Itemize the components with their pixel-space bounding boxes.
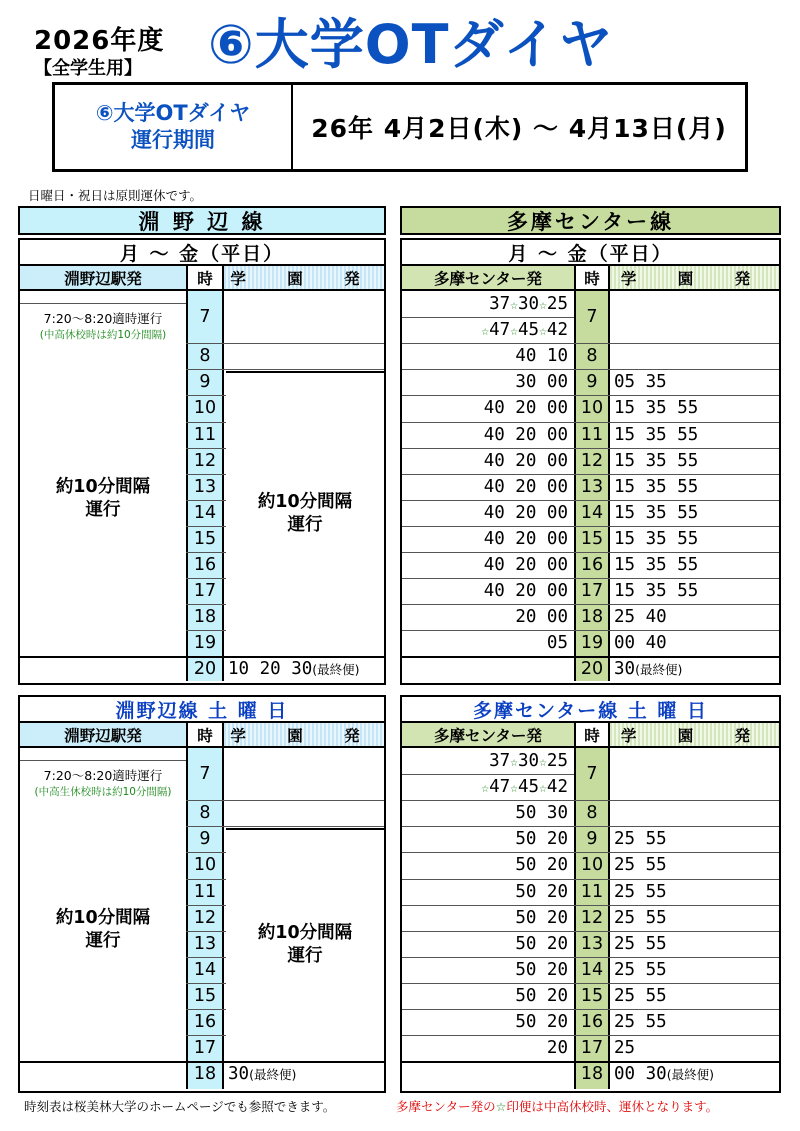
- saturday-fuchinobe-table: [18, 695, 386, 1093]
- hour-cell: 7: [199, 764, 211, 785]
- holiday-note: 日曜日・祝日は原則運休です。: [28, 188, 203, 203]
- footer-note-website: 時刻表は桜美林大学のホームページでも参照できます。: [24, 1099, 336, 1114]
- campus-departure-times: 15 35 55: [614, 555, 699, 576]
- campus-departure-times: 25 55: [614, 985, 667, 1006]
- hour-cell: 12: [193, 907, 217, 928]
- departure-times: [402, 656, 574, 682]
- table-row: [402, 578, 779, 604]
- campus-departure-times: [224, 800, 384, 826]
- table-row: [20, 1061, 384, 1087]
- last-bus-note: (最終便): [666, 1067, 714, 1083]
- table-row: [402, 983, 779, 1009]
- hour-cell: 8: [586, 803, 598, 824]
- hour-cell: 10: [580, 398, 604, 419]
- last-bus-note: (最終便): [312, 662, 360, 678]
- saturday-tama-grid: [402, 748, 779, 1089]
- campus-departure-times: 25 55: [614, 907, 667, 928]
- hour-cell: 14: [193, 502, 217, 523]
- departure-times: 50 20: [515, 959, 568, 980]
- table-row: [20, 656, 384, 682]
- hour-cell: 14: [193, 959, 217, 980]
- hour-cell: 16: [580, 555, 604, 576]
- col-header-campus: 学 園 発: [610, 266, 779, 289]
- academic-year: 2026年度: [34, 26, 165, 56]
- campus-departure-times: 15 35 55: [614, 581, 699, 602]
- table-row: [402, 604, 779, 630]
- table-row: [402, 800, 779, 826]
- departure-times-line2: ☆47☆45☆42: [481, 777, 568, 798]
- campus-departure-times: 25 40: [614, 607, 667, 628]
- departure-interval-cell: [20, 801, 186, 1059]
- campus-departure-times: 05 35: [614, 372, 667, 393]
- hour-cell: 15: [193, 985, 217, 1006]
- departure-times: 50 30: [515, 803, 568, 824]
- campus-departure-times: [610, 343, 779, 369]
- saturday-tama-table: [400, 695, 781, 1093]
- table-row: [402, 369, 779, 395]
- campus-departure-times: 25 55: [614, 829, 667, 850]
- campus-departure-times: 15 35 55: [614, 476, 699, 497]
- star-icon: ☆: [539, 298, 547, 314]
- table-row: [402, 474, 779, 500]
- hour-cell: 13: [580, 476, 604, 497]
- hour-cell: 7: [586, 764, 598, 785]
- hour-cell: 17: [193, 1038, 217, 1059]
- audience-label: 【全学生用】: [34, 58, 142, 79]
- campus-departure-times: [610, 800, 779, 826]
- departure-times: 30 00: [515, 372, 568, 393]
- hour-cell: 14: [580, 959, 604, 980]
- campus-departure-times: [610, 291, 779, 343]
- saturday-title: 多摩センター線 土 曜 日: [402, 697, 779, 723]
- table-row: [402, 957, 779, 983]
- col-header-departure: 多摩センター発: [402, 266, 574, 289]
- table-row: [402, 931, 779, 957]
- star-icon: ☆: [510, 324, 518, 340]
- table-row: [402, 826, 779, 852]
- hour-cell: 14: [580, 502, 604, 523]
- campus-departure-times: 15 35 55: [614, 398, 699, 419]
- weekday-tama-grid: [402, 291, 779, 681]
- hour-cell: 16: [193, 555, 217, 576]
- campus-departure-times: 15 35 55: [614, 528, 699, 549]
- saturday-title: 淵野辺線 土 曜 日: [20, 697, 384, 723]
- operation-period-box: [52, 82, 748, 172]
- departure-times: 50 20: [515, 829, 568, 850]
- departure-times: [402, 1061, 574, 1087]
- departure-times: 05: [546, 633, 568, 654]
- star-icon: ☆: [510, 755, 518, 771]
- column-header: [20, 723, 384, 748]
- last-bus-note: (最終便): [249, 1067, 297, 1083]
- hour-cell: 20: [580, 659, 604, 680]
- hour-cell: 16: [193, 1012, 217, 1033]
- campus-departure-times: 30 (最終便): [614, 659, 683, 680]
- hour-cell: 13: [580, 933, 604, 954]
- hour-cell: 12: [193, 450, 217, 471]
- hour-cell: 9: [199, 829, 211, 850]
- campus-interval-text: 約10分間隔: [257, 922, 353, 943]
- period-label: [55, 85, 293, 169]
- col-header-campus: 学 園 発: [224, 723, 384, 746]
- table-row: [402, 395, 779, 421]
- departure-times: 50 20: [515, 907, 568, 928]
- hour-cell: 8: [199, 346, 211, 367]
- campus-departure-times: [224, 748, 384, 800]
- weekday-fuchinobe-grid: [20, 291, 384, 681]
- departure-interval-text: 約10分間隔: [55, 477, 151, 498]
- weekday-fuchinobe-table: [18, 238, 386, 685]
- table-row: [402, 656, 779, 682]
- hour-cell: 18: [193, 1064, 217, 1085]
- departure-times: 40 20 00: [483, 424, 568, 445]
- campus-departure-times: 00 30 (最終便): [614, 1064, 714, 1085]
- col-header-hour: 時: [574, 723, 610, 746]
- weekday-title: 月 ～ 金（平日）: [20, 240, 384, 266]
- hour-cell: 19: [580, 633, 604, 654]
- row-divider: [402, 774, 574, 775]
- weekday-tama-table: [400, 238, 781, 685]
- hour-cell: 17: [193, 581, 217, 602]
- table-row: [402, 500, 779, 526]
- departure-times: 40 20 00: [483, 502, 568, 523]
- departure-times-line1: 37☆30☆25: [489, 294, 568, 315]
- departure-times: 40 20 00: [483, 581, 568, 602]
- campus-departure-times: 30 (最終便): [228, 1064, 297, 1085]
- interval-note-text: 7:20～8:20適時運行: [43, 767, 163, 783]
- departure-times: 50 20: [515, 933, 568, 954]
- campus-departure-times: [224, 343, 384, 369]
- departure-times: 20: [546, 1038, 568, 1059]
- col-header-hour: 時: [186, 266, 224, 289]
- table-row: [402, 552, 779, 578]
- hour-cell: 10: [193, 398, 217, 419]
- star-icon: ☆: [510, 781, 518, 797]
- campus-interval-cell: [226, 371, 384, 654]
- hour-cell: 15: [580, 528, 604, 549]
- departure-times: 40 20 00: [483, 555, 568, 576]
- hour-cell: 15: [193, 528, 217, 549]
- col-header-departure: 淵野辺駅発: [20, 266, 186, 289]
- star-icon: ☆: [539, 755, 547, 771]
- table-row: [402, 852, 779, 878]
- campus-departure-times: 25 55: [614, 1012, 667, 1033]
- campus-interval-text: 運行: [287, 945, 323, 966]
- hour-cell: 7: [199, 307, 211, 328]
- campus-departure-times: 00 40: [614, 633, 667, 654]
- departure-interval-text: 運行: [85, 500, 121, 521]
- table-row: [402, 879, 779, 905]
- star-icon: ☆: [481, 781, 490, 797]
- hour-cell: 12: [580, 907, 604, 928]
- campus-departure-times: 25 55: [614, 959, 667, 980]
- row-divider: [20, 303, 186, 304]
- departure-interval-text: 運行: [85, 931, 121, 952]
- departure-interval-text: 約10分間隔: [55, 908, 151, 929]
- period-label-line1: ⑥大学OTダイヤ: [95, 101, 251, 125]
- star-icon: ☆: [481, 324, 490, 340]
- hour-cell: 18: [193, 607, 217, 628]
- star-icon: ☆: [539, 324, 547, 340]
- table-row: [402, 448, 779, 474]
- star-icon: ☆: [495, 1100, 507, 1114]
- hour-cell: 13: [193, 476, 217, 497]
- departure-times: 50 20: [515, 855, 568, 876]
- column-header: [402, 723, 779, 748]
- departure-times-line1: 37☆30☆25: [489, 751, 568, 772]
- page-title: ⑥大学OTダイヤ: [208, 13, 614, 76]
- hour-cell: 10: [193, 855, 217, 876]
- star-icon: ☆: [539, 781, 547, 797]
- period-value: 26年 4月2日(木) ～ 4月13日(月): [311, 114, 727, 143]
- departure-times-line2: ☆47☆45☆42: [481, 320, 568, 341]
- interval-note: [20, 762, 186, 802]
- table-row: [402, 1061, 779, 1087]
- hour-cell: 10: [580, 855, 604, 876]
- footer-note-star: 多摩センター発の☆印便は中高休校時、運休となります。: [396, 1099, 719, 1114]
- last-bus-note: (最終便): [635, 662, 683, 678]
- departure-times: 40 10: [515, 346, 568, 367]
- table-row: [402, 905, 779, 931]
- interval-note-sub: (中高生休校時は約10分間隔): [34, 785, 172, 798]
- hour-cell: 9: [586, 829, 598, 850]
- campus-departure-times: 25 55: [614, 933, 667, 954]
- hour-cell: 13: [193, 933, 217, 954]
- hour-cell: 8: [586, 346, 598, 367]
- campus-departure-times: [224, 291, 384, 343]
- campus-departure-times: 25: [614, 1038, 636, 1059]
- hour-cell: 17: [580, 581, 604, 602]
- interval-note-sub: (中高休校時は約10分間隔): [39, 328, 167, 341]
- campus-departure-times: 15 35 55: [614, 424, 699, 445]
- table-row: [402, 1009, 779, 1035]
- departure-times: 50 20: [515, 1012, 568, 1033]
- campus-interval-text: 約10分間隔: [257, 491, 353, 512]
- col-header-campus: 学 園 発: [610, 723, 779, 746]
- hour-cell: 20: [193, 659, 217, 680]
- hour-cell: 16: [580, 1012, 604, 1033]
- table-row: [402, 422, 779, 448]
- line-banner-tama-center: 多摩センター線: [400, 206, 781, 235]
- table-row: [402, 630, 779, 656]
- departure-interval-cell: [20, 344, 186, 654]
- col-header-hour: 時: [186, 723, 224, 746]
- campus-interval-cell: [226, 828, 384, 1059]
- line-banner-fuchinobe: 淵 野 辺 線: [18, 206, 386, 235]
- table-row: [402, 1035, 779, 1061]
- departure-times: 50 20: [515, 985, 568, 1006]
- hour-cell: 9: [586, 372, 598, 393]
- hour-cell: 18: [580, 607, 604, 628]
- period-label-line2: 運行期間: [131, 128, 215, 152]
- hour-cell: 12: [580, 450, 604, 471]
- departure-times: 50 20: [515, 881, 568, 902]
- interval-note-text: 7:20～8:20適時運行: [43, 310, 163, 326]
- departure-times: 40 20 00: [483, 450, 568, 471]
- hour-cell: 17: [580, 1038, 604, 1059]
- campus-departure-times: 25 55: [614, 855, 667, 876]
- departure-times: 40 20 00: [483, 398, 568, 419]
- campus-departure-times: 15 35 55: [614, 450, 699, 471]
- campus-departure-times: 10 20 30 (最終便): [228, 659, 360, 680]
- hour-cell: 19: [193, 633, 217, 654]
- departure-times: 40 20 00: [483, 476, 568, 497]
- hour-cell: 11: [580, 424, 604, 445]
- row-divider: [402, 317, 574, 318]
- hour-cell: 11: [193, 881, 217, 902]
- col-header-departure: 多摩センター発: [402, 723, 574, 746]
- star-icon: ☆: [510, 298, 518, 314]
- departure-times: 20 00: [515, 607, 568, 628]
- departure-cell: [20, 656, 186, 682]
- column-header: [402, 266, 779, 291]
- departure-cell: [20, 1061, 186, 1087]
- weekday-title: 月 ～ 金（平日）: [402, 240, 779, 266]
- campus-interval-text: 運行: [287, 514, 323, 535]
- campus-departure-times: 25 55: [614, 881, 667, 902]
- table-row: [402, 526, 779, 552]
- campus-departure-times: 15 35 55: [614, 502, 699, 523]
- hour-cell: 9: [199, 372, 211, 393]
- hour-cell: 11: [193, 424, 217, 445]
- interval-note: [20, 305, 186, 345]
- col-header-campus: 学 園 発: [224, 266, 384, 289]
- col-header-hour: 時: [574, 266, 610, 289]
- col-header-departure: 淵野辺駅発: [20, 723, 186, 746]
- saturday-fuchinobe-grid: [20, 748, 384, 1089]
- column-header: [20, 266, 384, 291]
- hour-cell: 18: [580, 1064, 604, 1085]
- hour-cell: 7: [586, 307, 598, 328]
- departure-times: 40 20 00: [483, 528, 568, 549]
- hour-cell: 15: [580, 985, 604, 1006]
- row-divider: [20, 760, 186, 761]
- table-row: [402, 343, 779, 369]
- campus-departure-times: [610, 748, 779, 800]
- hour-cell: 11: [580, 881, 604, 902]
- hour-cell: 8: [199, 803, 211, 824]
